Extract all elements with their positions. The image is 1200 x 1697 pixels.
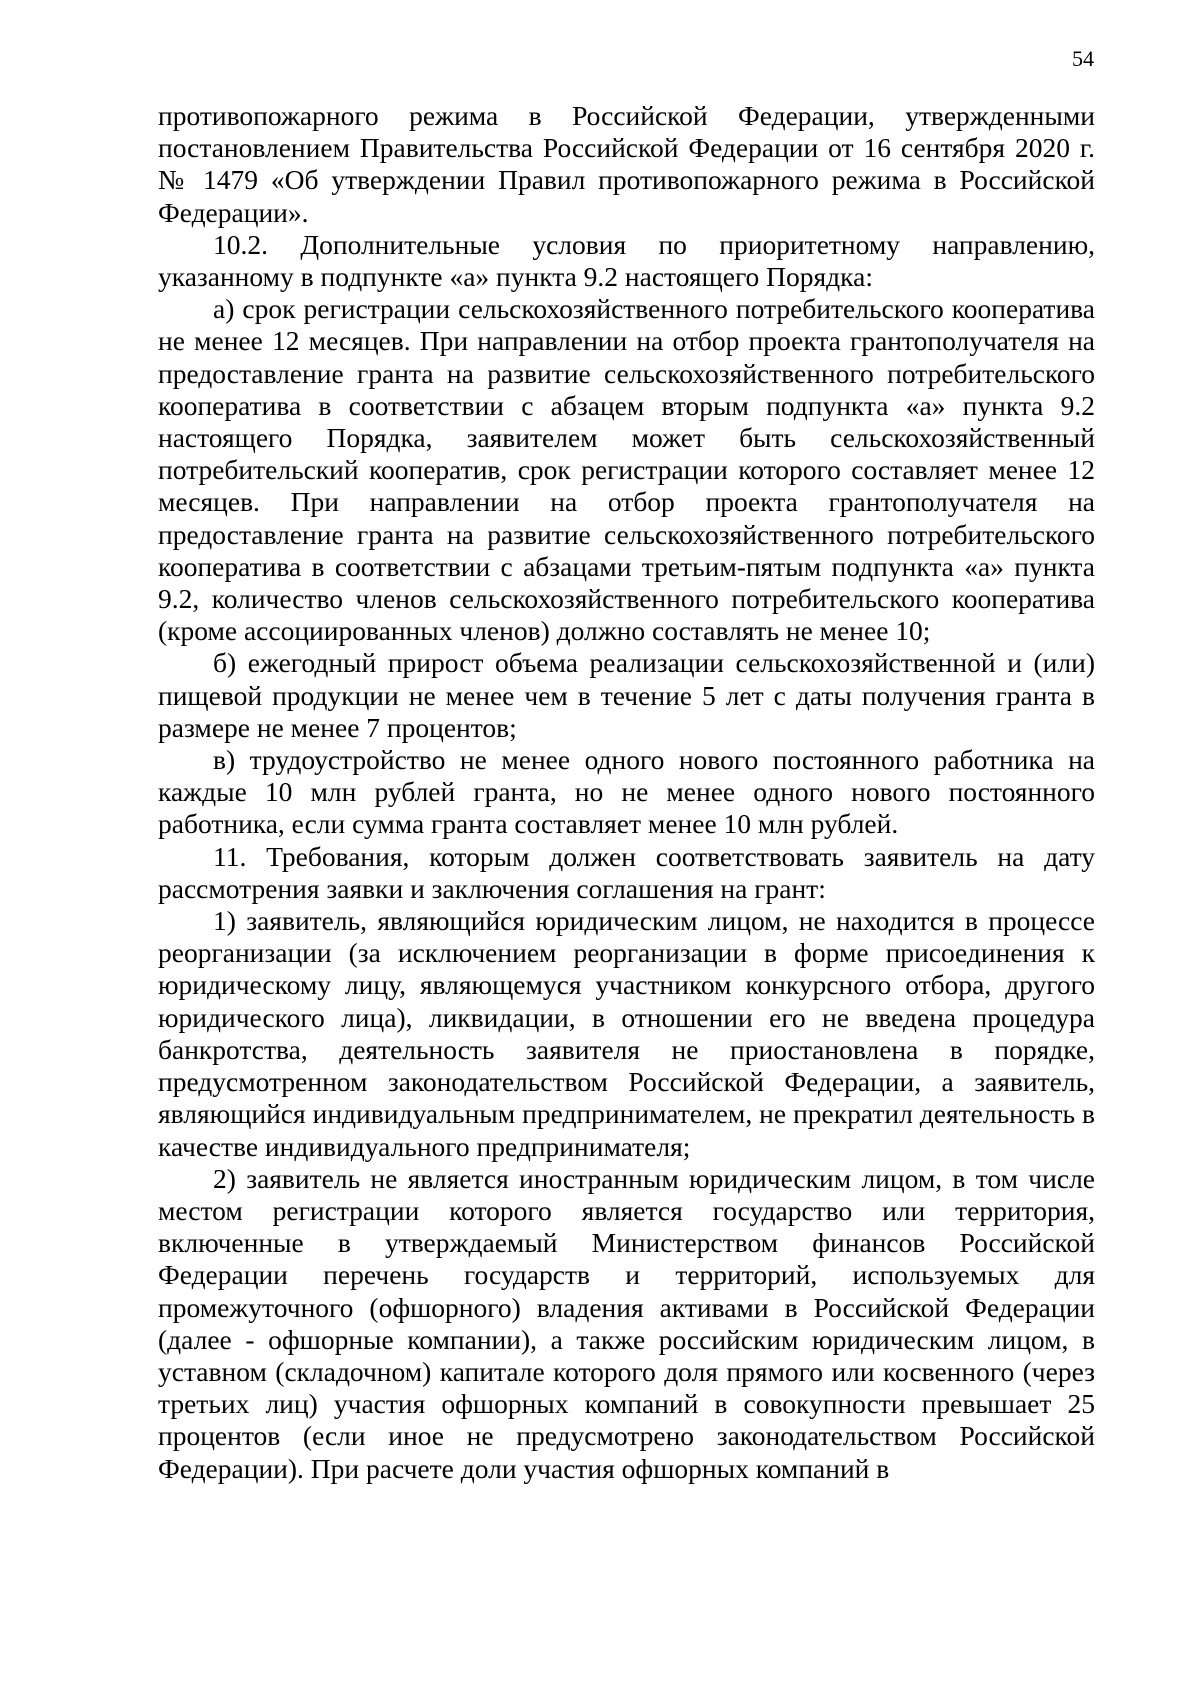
paragraph-continuation: противопожарного режима в Российской Федерации, утвержденными постановлением Правительства Российской Федерации от 16 сентября 2020 г. № 1479 «Об утверждении Правил противопожарного режима в Российской Федерации». [158,100,1095,228]
paragraph-10-2: 10.2. Дополнительные условия по приоритетному направлению, указанному в подпункте «а» пункта 9.2 настоящего Порядка: [158,228,1095,293]
paragraph-10-2-v: в) трудоустройство не менее одного нового постоянного работника на каждые 10 млн рублей гранта, но не менее одного нового постоянного работника, если сумма гранта составляет менее 10 млн рублей. [158,744,1095,840]
paragraph-11-1: 1) заявитель, являющийся юридическим лицом, не находится в процессе реорганизации (за исключением реорганизации в форме присоединения к юридическому лицу, являющемуся участником конкурсного отбора, другого юридического лица), ликвидации, в отношении его не введена процедура банкротства, деятельность заявителя не приостановлена в порядке, предусмотренном законодательством Российской Федерации, а заявитель, являющийся индивидуальным предпринимателем, не прекратил деятельность в качестве индивидуального предпринимателя; [158,905,1095,1162]
document-body [158,100,1095,1485]
paragraph-11: 11. Требования, которым должен соответствовать заявитель на дату рассмотрения заявки и заключения соглашения на грант: [158,840,1095,904]
paragraph-10-2-b: б) ежегодный прирост объема реализации сельскохозяйственной и (или) пищевой продукции не менее чем в течение 5 лет с даты получения гранта в размере не менее 7 процентов; [158,647,1095,743]
paragraph-10-2-a: а) срок регистрации сельскохозяйственного потребительского кооператива не менее 12 месяцев. При направлении на отбор проекта грантополучателя на предоставление гранта на развитие сельскохозяйственного потребительского кооператива в соответствии с абзацем вторым подпункта «а» пункта 9.2 настоящего Порядка, заявителем может быть сельскохозяйственный потребительский кооператив, срок регистрации которого составляет менее 12 месяцев. При направлении на отбор проекта грантополучателя на предоставление гранта на развитие сельскохозяйственного потребительского кооператива в соответствии с абзацами третьим-пятым подпункта «а» пункта 9.2, количество членов сельскохозяйственного потребительского кооператива (кроме ассоциированных членов) должно составлять не менее 10; [158,293,1095,647]
page-number: 54 [1072,46,1094,71]
paragraph-11-2: 2) заявитель не является иностранным юридическим лицом, в том числе местом регистрации которого является государство или территория, включенные в утверждаемый Министерством финансов Российской Федерации перечень государств и территорий, используемых для промежуточного (офшорного) владения активами в Российской Федерации (далее - офшорные компании), а также российским юридическим лицом, в уставном (складочном) капитале которого доля прямого или косвенного (через третьих лиц) участия офшорных компаний в совокупности превышает 25 процентов (если иное не предусмотрено законодательством Российской Федерации). При расчете доли участия офшорных компаний в [158,1162,1095,1484]
